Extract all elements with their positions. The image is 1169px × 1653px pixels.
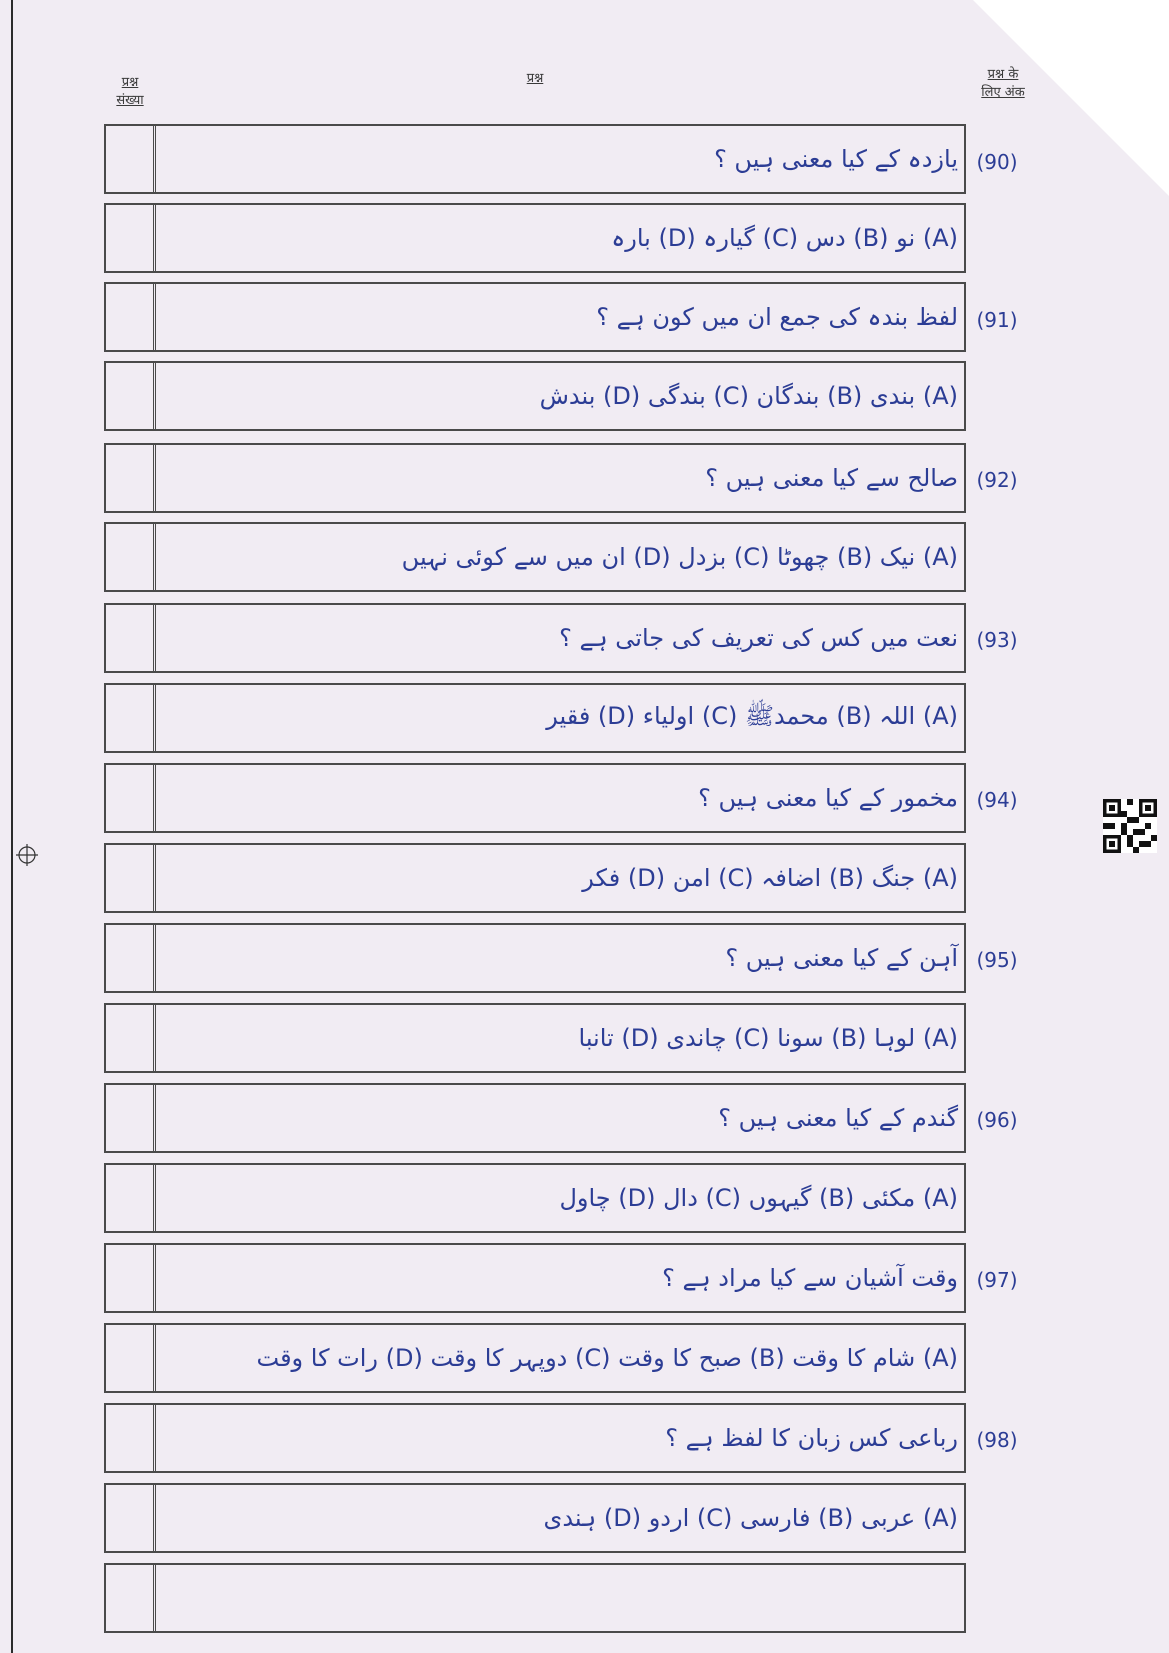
question-number: (93) <box>976 628 1018 652</box>
question-number: (91) <box>976 308 1018 332</box>
question-row <box>104 443 966 513</box>
options-text: (A) لوہا (B) سونا (C) چاندی (D) تانبا <box>578 1024 958 1052</box>
options-row <box>104 1003 966 1073</box>
question-text: مخمور کے کیا معنی ہیں ؟ <box>698 784 958 812</box>
question-number-cell <box>106 685 156 751</box>
question-text: رباعی کس زبان کا لفظ ہے ؟ <box>665 1424 958 1452</box>
question-number-cell <box>106 126 156 192</box>
question-number: (95) <box>976 948 1018 972</box>
registration-mark-icon <box>14 842 40 868</box>
options-text: (A) عربی (B) فارسی (C) اردو (D) ہندی <box>543 1504 958 1532</box>
question-number-cell <box>106 925 156 991</box>
header-question-label: प्रश्न <box>526 71 544 86</box>
question-number-cell <box>106 1085 156 1151</box>
question-number-cell <box>106 845 156 911</box>
header-question-number-line2: संख्या <box>116 93 144 108</box>
options-row <box>104 683 966 753</box>
question-number-cell <box>106 205 156 271</box>
question-number-cell <box>106 605 156 671</box>
options-text: (A) شام کا وقت (B) صبح کا وقت (C) دوپہر کا وقت (D) رات کا وقت <box>256 1344 958 1372</box>
question-number: (98) <box>976 1428 1018 1452</box>
question-number: (96) <box>976 1108 1018 1132</box>
question-row <box>104 1243 966 1313</box>
options-row <box>104 522 966 592</box>
question-row <box>104 1403 966 1473</box>
question-row <box>104 923 966 993</box>
options-text: (A) اللہ (B) محمدﷺ (C) اولیاء (D) فقیر <box>546 701 958 730</box>
question-text: گندم کے کیا معنی ہیں ؟ <box>718 1104 958 1132</box>
question-row <box>104 603 966 673</box>
question-number-cell <box>106 1245 156 1311</box>
options-row <box>104 203 966 273</box>
options-row <box>104 361 966 431</box>
question-number-cell <box>106 1405 156 1471</box>
question-row <box>104 763 966 833</box>
empty-answer-cell <box>156 1565 964 1631</box>
options-row <box>104 843 966 913</box>
question-number: (97) <box>976 1268 1018 1292</box>
question-text: صالح سے کیا معنی ہیں ؟ <box>705 464 958 492</box>
question-row <box>104 124 966 194</box>
qr-code-icon <box>1103 799 1157 853</box>
options-row <box>104 1323 966 1393</box>
question-text: یازدہ کے کیا معنی ہیں ؟ <box>714 145 958 173</box>
question-number-cell <box>106 765 156 831</box>
question-number-cell <box>106 524 156 590</box>
options-row <box>104 1483 966 1553</box>
empty-row <box>104 1563 966 1633</box>
question-number-cell <box>106 1565 156 1631</box>
question-number: (92) <box>976 468 1018 492</box>
options-text: (A) نیک (B) چھوٹا (C) بزدل (D) ان میں سے کوئی نہیں <box>401 543 958 571</box>
options-text: (A) مکئی (B) گیہوں (C) دال (D) چاول <box>559 1184 958 1212</box>
options-text: (A) بندی (B) بندگان (C) بندگی (D) بندش <box>539 382 958 410</box>
question-number-cell <box>106 1165 156 1231</box>
question-number-cell <box>106 1005 156 1071</box>
question-number-cell <box>106 1485 156 1551</box>
header-marks-line1: प्रश्न के <box>987 67 1019 82</box>
question-row <box>104 282 966 352</box>
options-text: (A) نو (B) دس (C) گیارہ (D) بارہ <box>611 224 958 252</box>
question-text: نعت میں کس کی تعریف کی جاتی ہے ؟ <box>559 624 958 652</box>
question-number-cell <box>106 284 156 350</box>
question-text: آہن کے کیا معنی ہیں ؟ <box>725 944 958 972</box>
header-marks <box>968 66 1038 102</box>
page-left-edge <box>11 0 13 1653</box>
header-question <box>515 70 555 88</box>
question-text: لفظ بندہ کی جمع ان میں کون ہے ؟ <box>596 303 958 331</box>
question-text: وقت آشیان سے کیا مراد ہے ؟ <box>662 1264 958 1292</box>
question-number-cell <box>106 363 156 429</box>
question-number: (94) <box>976 788 1018 812</box>
question-number-cell <box>106 1325 156 1391</box>
header-question-number-line1: प्रश्न <box>121 75 139 90</box>
header-marks-line2: लिए अंक <box>981 85 1025 100</box>
header-question-number <box>105 74 155 110</box>
question-row <box>104 1083 966 1153</box>
options-row <box>104 1163 966 1233</box>
options-text: (A) جنگ (B) اضافہ (C) امن (D) فکر <box>582 864 958 892</box>
question-number: (90) <box>976 150 1018 174</box>
question-number-cell <box>106 445 156 511</box>
